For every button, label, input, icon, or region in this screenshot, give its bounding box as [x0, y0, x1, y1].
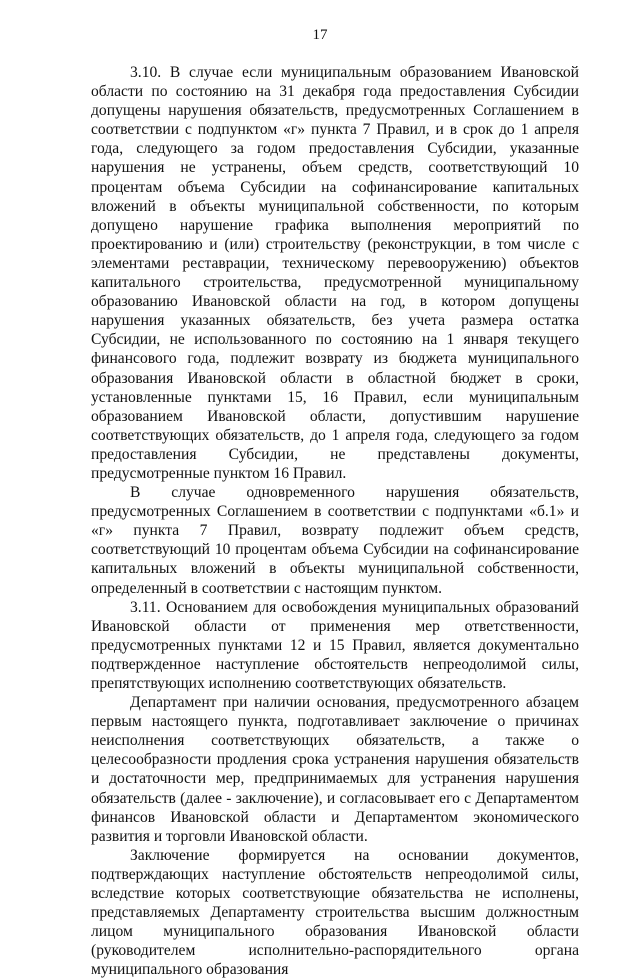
paragraph-3-10: 3.10. В случае если муниципальным образованием Ивановской области по состоянию на 31 декабря года предоставления Субсидии допущены нарушения обязательств, предусмотренных Соглашением в соответствии с подпунктом «г» пункта 7 Правил, и в срок до 1 апреля года, следующего за годом предоставления Субсидии, указанные нарушения не устранены, объем средств, соответствующий 10 процентам объема Субсидии на софинансирование капитальных вложений в объекты муниципальной собственности, по которым допущено нарушение графика выполнения мероприятий по проектированию и (или) строительству (реконструкции, в том числе с элементами реставрации, техническому перевооружению) объектов капитального строительства, предусмотренной муниципальному образованию Ивановской области на год, в котором допущены нарушения указанных обязательств, без учета размера остатка Субсидии, не использованного по состоянию на 1 января текущего финансового года, подлежит возврату из бюджета муниципального образования Ивановской области в областной бюджет в сроки, установленные пунктами 15, 16 Правил, если муниципальным образованием Ивановской области, допустившим нарушение соответствующих обязательств, до 1 апреля года, следующего за годом предоставления Субсидии, не представлены документы, предусмотренные пунктом 16 Правил. [91, 64, 579, 482]
paragraph-3-11: 3.11. Основанием для освобождения муниципальных образований Ивановской области от применения мер ответственности, предусмотренных пунктами 12 и 15 Правил, является документально подтвержденное наступление обстоятельств непреодолимой силы, препятствующих исполнению соответствующих обязательств. [91, 598, 579, 692]
page-number: 17 [312, 27, 328, 43]
document-body [91, 63, 579, 980]
paragraph-simultaneous-violation: В случае одновременного нарушения обязательств, предусмотренных Соглашением в соответствии с подпунктами «б.1» и «г» пункта 7 Правил, возврату подлежит объем средств, соответствующий 10 процентам объема Субсидии на софинансирование капитальных вложений в объекты муниципальной собственности, определенный в соответствии с настоящим пунктом. [91, 484, 579, 597]
paragraph-department-conclusion: Департамент при наличии основания, предусмотренного абзацем первым настоящего пункта, подготавливает заключение о причинах неисполнения соответствующих обязательств, а также о целесообразности продления срока устранения нарушения обязательств и достаточности мер, предпринимаемых для устранения нарушения обязательств (далее - заключение), и согласовывает его с Департаментом финансов Ивановской области и Департаментом экономического развития и торговли Ивановской области. [91, 694, 579, 845]
paragraph-conclusion-formation: Заключение формируется на основании документов, подтверждающих наступление обстоятельств непреодолимой силы, вследствие которых соответствующие обязательства не исполнены, представляемых Департаменту строительства высшим должностным лицом муниципального образования Ивановской области (руководителем исполнительно-распорядительного органа муниципального образования [91, 846, 579, 979]
